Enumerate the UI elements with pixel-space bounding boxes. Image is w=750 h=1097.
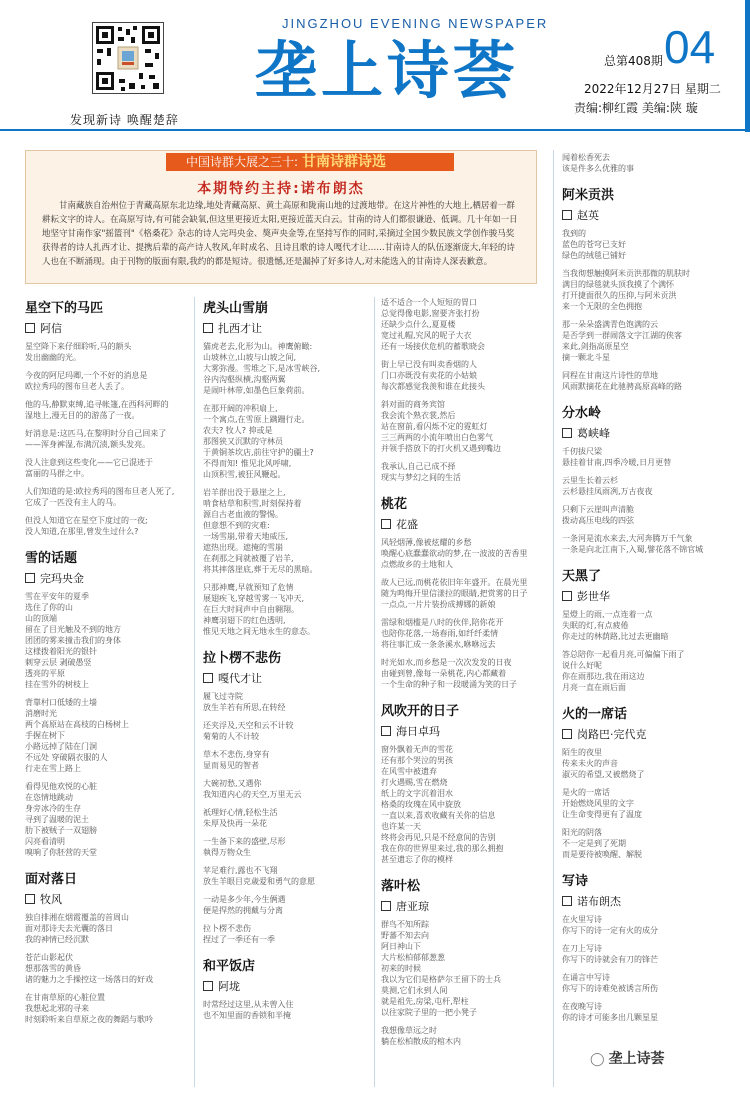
poem-stanza: 苍茫山影起伏 想那落雪的黄昏 诸的魅力之手操控这一场落日的好戏 (25, 953, 153, 984)
column-divider (374, 297, 375, 1087)
poem-title: 雪的话题 (25, 551, 78, 566)
poem-stanza: 履飞过寺院 放生羊若有所思,在转经 (203, 692, 286, 712)
author-box-icon (562, 591, 572, 601)
poem-stanza: 适不适合一个人短短的胃口 总觉得像电影,窗要齐张打扮 还缺少点什么,夏夏楼 宽过礼帽,究风的呢子大衣 还有一场接伏危机的蓄歌晓会 (381, 298, 485, 351)
poem-stanza: 群鸟不知所踪 野蕃不知去向 阿日神山下 大片松柏郁郁葱葱 初来的时候 我以为它们是格萨尔王留下的士兵 莫测,它们永到人间 就是祖先,房梁,屯杆,犁柱 以往家院子里的一把小凳子 (381, 920, 501, 1017)
poem-title: 落叶松 (381, 879, 421, 894)
poem-stanza: 大碗初愁,又遇你 我知道内心的天空,万里无云 (203, 779, 302, 799)
poem-author (25, 570, 185, 586)
author-name: 唐亚琼 (396, 900, 429, 913)
column-divider (553, 150, 554, 1087)
series-banner (166, 153, 454, 171)
poem-stanza: 拉卜楞不悲伤 捏过了一季还有一季 (203, 924, 275, 944)
poem-author (381, 516, 549, 532)
poem-stanza: 他的马,静默束缚,追寻帐篷,在西科河畔的 湿地上,漫无目的的游荡了一夜。 (25, 400, 169, 420)
poem (562, 152, 730, 174)
poem-title: 天黑了 (562, 569, 602, 584)
poem (562, 402, 730, 555)
poem-author (562, 425, 730, 441)
column-4 (562, 152, 730, 1033)
host-line: 本期特约主持:诺布朗杰 (197, 181, 365, 197)
poem-stanza: 我到的 蓝色的苍穹已支好 绿色的绒毯已铺好 (562, 229, 626, 260)
author-name: 岗路巴·完代克 (577, 728, 647, 741)
author-box-icon (381, 726, 391, 736)
author-name: 阿信 (40, 322, 62, 335)
qr-code[interactable] (92, 22, 164, 94)
poem (203, 955, 371, 1021)
poem-stanza: 在火里写诗 你写下的诗一定有火的成分 (562, 915, 658, 935)
poem-author (562, 207, 730, 223)
series-prefix: 中国诗群大展之三十: (186, 155, 299, 169)
poem-stanza: 云里生长着云杉 云杉悬挂凤雨冽,万古夜夜 (562, 476, 653, 496)
poem-title: 火的一席话 (562, 707, 628, 722)
poem-stanza: 斜对面的商务宾馆 我会流个熟衣裳,然后 站在窗前,看闪烁不定的霓虹灯 三三两两的小流年喷出白色雾气 并领手搭放下的打火机又遇到嘴边 (381, 400, 501, 453)
poem-stanza: 千仞拔尺梁 悬挂着甘南,四季冷暖,日月更替 (562, 447, 672, 467)
author-box-icon (381, 519, 391, 529)
poem-stanza: 我想像草远之时 躺在松柏散成的棺木内 (381, 1026, 461, 1046)
poem-stanza: 在甘南草原的心脏位置 我想起北邪的寻来 时刻聆听来自草原之夜的舞蹈与歌吟 (25, 993, 153, 1024)
poem-stanza: 同程在甘南这片诗性的草地 风雨默摘花在此驰骋高原高峰的路 (562, 371, 682, 391)
poem (381, 700, 549, 865)
poem-stanza: 在夜晚写诗 你的诗才可能多出几颗星星 (562, 1002, 658, 1022)
poem-title: 和平饭店 (203, 959, 256, 974)
masthead-title: 垄上诗荟 (255, 34, 520, 107)
poem-stanza: 今夜的阿尼玛卿,一个不好的消息是 欧拉秀玛的图布旦老人丢了。 (25, 371, 148, 391)
column-3 (381, 297, 549, 1057)
poem-stanza: 但没人知道它在星空下度过的一夜; 没人知道,在那里,曾发生过什么? (25, 516, 148, 536)
poem-stanza: 还夹浮及,天空和云不计较 菊菊的人不计较 (203, 721, 294, 741)
poem-stanza: 在那开阔的冲积扇上, 一个寓点,在雪原上蹒跚行走。 农夫? 牧人? 抑或是 那图狭又沉默的守林员 于黄铜茶坎店,前往守护的疆土? 不得而知! 惟见北风呼啸, 山顶积雪,被狂风鞭起。 (203, 404, 314, 479)
intro-text: 甘南藏族自治州位于青藏高原东北边缘,地处青藏高原、黄土高原和陇南山地的过渡地带。在这片神性的大地上,栖居着一群耕耘文字的诗人。在高原写诗,有可能会缺氧,但这里更接近太阳,更接近蓝天白云。甘南的诗人们都很谦逊、低调。几十年如一日地坚守甘南作家"摇篮刊"《格桑花》杂志的诗人完玛央金、獒声央金等,在坚持写作的同时,采摘过全国少数民族文学创作骏马奖获得者的诗人扎西才让、提携后辈的高产诗人牧风,年时成名、且诗且歌的诗人嘎代才让……甘南诗人的队伍逐渐庞大,年轻的诗人也在不断涌现。由于刊物的版面有限,我约的都是短诗。很遗憾,还是漏掉了好多诗人,对未能选入的甘南诗人深表歉意。 (42, 201, 518, 267)
author-name: 彭世华 (577, 590, 610, 603)
poem-stanza: 猫虎老去,化形为山。神鹰俯瞰: 山坡林立,山坡与山坡之间, 大雾弥漫。雪堆之下,是冰雪峡谷, 谷内沟壑纵横,沟壑两翼 是闹叶林带,如墨色巨象荷前。 (203, 342, 321, 395)
poem-stanza: 一条河是流水来去,大河奔腾万千气象 一条是向北江南下,入蜀,譬花落不锦官城 (562, 534, 704, 554)
poem-stanza: 街上早已没有叫卖香烟的人 门口亦既没有卖花的小姑娘 每次都感觉我羡和谁在此接头 (381, 360, 485, 391)
poem-author (203, 670, 371, 686)
header-divider (0, 129, 750, 131)
poem-stanza: 星燈上的雨,一点连着一点 失眠的灯,有点疲倦 你走过的林荫路,比过去更幽暗 (562, 610, 669, 641)
poem-stanza: 是火的一席话 开始燃烧风里的文字 让生命变得更有了温度 (562, 788, 642, 819)
intro-box (25, 150, 537, 284)
author-box-icon (562, 428, 572, 438)
poem-title: 面对落日 (25, 872, 78, 887)
poem-stanza: 没人注意到这些变化——它已混迹于 富丽的马群之中。 (25, 458, 153, 478)
poem (381, 493, 549, 690)
author-box-icon (25, 894, 35, 904)
page-number: 04 (664, 21, 716, 73)
poem-stanza: 只那神鹰,早就预知了危情 展翅疾飞,穿越雪雾一飞冲天, 在巨大时间声中自由翱翔。 神鹰羽翅下的红色透明, 惟见天地之间无地永生的意态。 (203, 583, 315, 636)
poem-author (562, 726, 730, 742)
author-box-icon (203, 673, 213, 683)
poem (562, 184, 730, 392)
poem-stanza: 我承认,自己已成不择 现实与梦幻之间的生活 (381, 462, 461, 482)
poem-stanza: 当我彻想触摸阿米贡洪那微的肌肤时 满目的绿毯就头顶我摸了个满怀 打开捷面很久的压抑,与阿米贡洪 来一个无限的全色拥抱 (562, 269, 690, 311)
poem-stanza: 风轻烟薄,像被炫耀的乡愁 唤醒心底蠢蠢欲动的梦,在一波波的苦香里 点燃故乡的土地和人 (381, 538, 528, 569)
author-box-icon (203, 981, 213, 991)
poem-stanza: 草木不悲伤,身穿有 显而易见的智者 (203, 750, 270, 770)
poem-title: 桃花 (381, 497, 408, 512)
poem-stanza: 在诵言中写诗 你写下的诗难免被诱言所伤 (562, 973, 658, 993)
author-name: 花盛 (396, 518, 418, 531)
poem-title: 虎头山雪崩 (203, 301, 269, 316)
poem-stanza: 星空降下来仔细聆听,马的额头 发出幽幽的光。 (25, 342, 132, 362)
poem-title: 写诗 (562, 874, 589, 889)
author-name: 海日卓玛 (396, 725, 440, 738)
poem (25, 547, 185, 858)
poem-stanza: 只剩下云崖叫声清脆 拨动高压电线的四弦 (562, 505, 634, 525)
author-box-icon (25, 323, 35, 333)
poem (203, 647, 371, 945)
poem-title: 分水岭 (562, 406, 602, 421)
poem (562, 870, 730, 1023)
poem-stanza: 时常经过这里,从未曾入住 也不知里面的香锁和半掩 (203, 1000, 294, 1020)
poem-stanza: 祇理好心情,轻松生活 朱厚及快再一朵花 (203, 808, 278, 828)
poem (203, 297, 371, 637)
poem-stanza: 雷绿和烟槛是八时的伙伴,陪你花开 也陪你花落,一场春雨,如纤纤柔情 将往事汇成一条条溪水,咻咻远去 (381, 618, 504, 649)
poem-stanza: 故人已远,而桃花依旧年年盛开。在晨光里 随为鸣悔开里信漾拉的眼睛,把赏雾的日子 一点点,一片片装扮成搏娜的新娘 (381, 578, 528, 609)
poem-author (203, 978, 371, 994)
watermark (590, 1048, 669, 1068)
poem-author (25, 320, 185, 336)
poem-author (381, 723, 549, 739)
poem-stanza: 闻着松香死去 该是件多么优雅的事 (562, 153, 634, 173)
issue-date: 2022年12月27日 星期二 (584, 82, 721, 96)
poem (381, 875, 549, 1047)
poem-stanza: 独自排湘在烟霞覆盖的首周山 面对那诗夫去光囊的落日 我的神情已经沉默 (25, 913, 129, 944)
author-name: 葛峡峰 (577, 427, 610, 440)
author-box-icon (562, 729, 572, 739)
author-box-icon (25, 573, 35, 583)
poem-stanza: 窗外飘着无声的雪花 还有那个哭泣的男孩 在风雪中被遗弃 打火遇赐,雪在燃烧 纸上的文字沉着泪水 格桑的玫瑰在风中旋放 一直以来,喜欢收藏有关你的信息 也许某一天 终将会再见,只是不经意间的告别 我在你的世界里来过,我的那么拥抱 甚至遗忘了你的模样 (381, 745, 504, 864)
poem (562, 565, 730, 693)
english-name: JINGZHOU EVENING NEWSPAPER (282, 16, 549, 31)
author-box-icon (203, 323, 213, 333)
poem (381, 297, 549, 483)
poem (25, 297, 185, 537)
author-box-icon (381, 901, 391, 911)
poem-stanza: 人们知道的是:欧拉秀玛的图布旦老人死了, 它成了一匹没有主人的马。 (25, 487, 175, 507)
poem-title: 拉卜楞不悲伤 (203, 651, 282, 666)
author-name: 扎西才让 (218, 322, 262, 335)
author-name: 完玛央金 (40, 572, 84, 585)
poem-stanza: 陌生的夜里 传来未火的声音 淑灭的希望,又被燃烧了 (562, 748, 645, 779)
poem-title: 星空下的马匹 (25, 301, 104, 316)
poem-stanza: 岩羊群出没于悬崖之上, 啃食枯草和积雪,时刻保持着 源自古老血液的警惕。 但意想不到的灾难: 一场雪崩,带着天地威压, 遮热出现。遮掩的雪崩 在刹那之间就被覆了岩羊, 将其摔落崖底,葬于无尽的黑暗。 (203, 488, 318, 574)
poem-stanza: 答总陪你一起看月亮,可偏偏下雨了 说什么好呢 你在雨那边,我在雨这边 月亮一直在雨后面 (562, 650, 685, 692)
poem-title: 阿米贡洪 (562, 188, 615, 203)
poem (562, 703, 730, 860)
poem-author (562, 893, 730, 909)
poem-stanza: 一生备下来的盛壁,尽形 執得万物众生 (203, 837, 286, 857)
author-name: 牧风 (40, 893, 62, 906)
poem-stanza: 阳光的阴落 不一定是到了死期 而是要待被唤醒、解脱 (562, 828, 642, 859)
poem-stanza: 看得见他欢悦的心脏 在恣情地跳动 身旁冰冷的生存 寻到了温暖的泥土 肋下被贼子一双翅膀 闪亮看清明 嗅响了你胚营的天堂 (25, 782, 97, 857)
author-box-icon (562, 896, 572, 906)
author-name: 嘎代才让 (218, 672, 262, 685)
editors-credit: 责编:柳红霞 美编:陕 璇 (574, 101, 698, 115)
author-name: 赵英 (577, 209, 599, 222)
issue-number: 总第408期 (604, 54, 663, 68)
watermark-text: 垄上诗荟 (608, 1051, 665, 1067)
poem-stanza: 一动是多少年,今生俩遇 便是捍然的拥戴与分离 (203, 895, 286, 915)
poem-stanza: 背靠村口低矮的土墙 消磨时光 两个高原站在高枝的白杨树上 手握在树下 小路远掉了陆在门洞 不远处 穿破隔衣服的人 行走在雪上路上 (25, 698, 129, 773)
column-2 (203, 297, 371, 1031)
poem-stanza: 雪在平安年的夏季 选住了你的山 山的顶端 留在了目光触及不到的地方 团团的雾来撞击我们的身体 这様拨着阳光的银针 刺穿云层 剥破愚竖 透亮的平原 挂在雪外的树枝上 (25, 592, 121, 689)
poem-author (203, 320, 371, 336)
poem-stanza: 在刀上写诗 你写下的诗就会有刀的锋芒 (562, 944, 658, 964)
poem-stanza: 好消息是:这匹马,在黎明时分自己回来了 ——浑身裤湿,布满沉渍,额头发亮。 (25, 429, 167, 449)
slogan: 发现新诗 唤醒楚辞 (70, 113, 179, 127)
poem-author (562, 588, 730, 604)
poem (25, 868, 185, 1025)
poem-stanza: 苹足难行,露也不飞翔 放生羊眼目克歳爱和勇气的意愿 (203, 866, 315, 886)
series-name: 甘南诗群诗选 (302, 154, 387, 170)
poem-author (381, 898, 549, 914)
poem-author (25, 891, 185, 907)
masthead-blue-bar (745, 0, 750, 132)
author-box-icon (562, 210, 572, 220)
column-divider (194, 297, 195, 1087)
author-name: 诺布朗杰 (577, 895, 621, 908)
poem-stanza: 那一朵朵盛满青色饱满的云 是否学到一群闹落文字江湖的侠客 来此,剑指高原星空 摘一颗北斗星 (562, 320, 682, 362)
poem-title: 风吹开的日子 (381, 704, 460, 719)
wechat-icon: ◯ (590, 1052, 605, 1067)
column-1 (25, 297, 185, 1035)
poem-stanza: 时光如水,而乡愁是一次次发发的日夜 由碰到曾,像每一朵桃花,内心都藏着 一个生命的种子和一段暖涌为笑的日子 (381, 658, 517, 689)
author-name: 阿垅 (218, 980, 240, 993)
